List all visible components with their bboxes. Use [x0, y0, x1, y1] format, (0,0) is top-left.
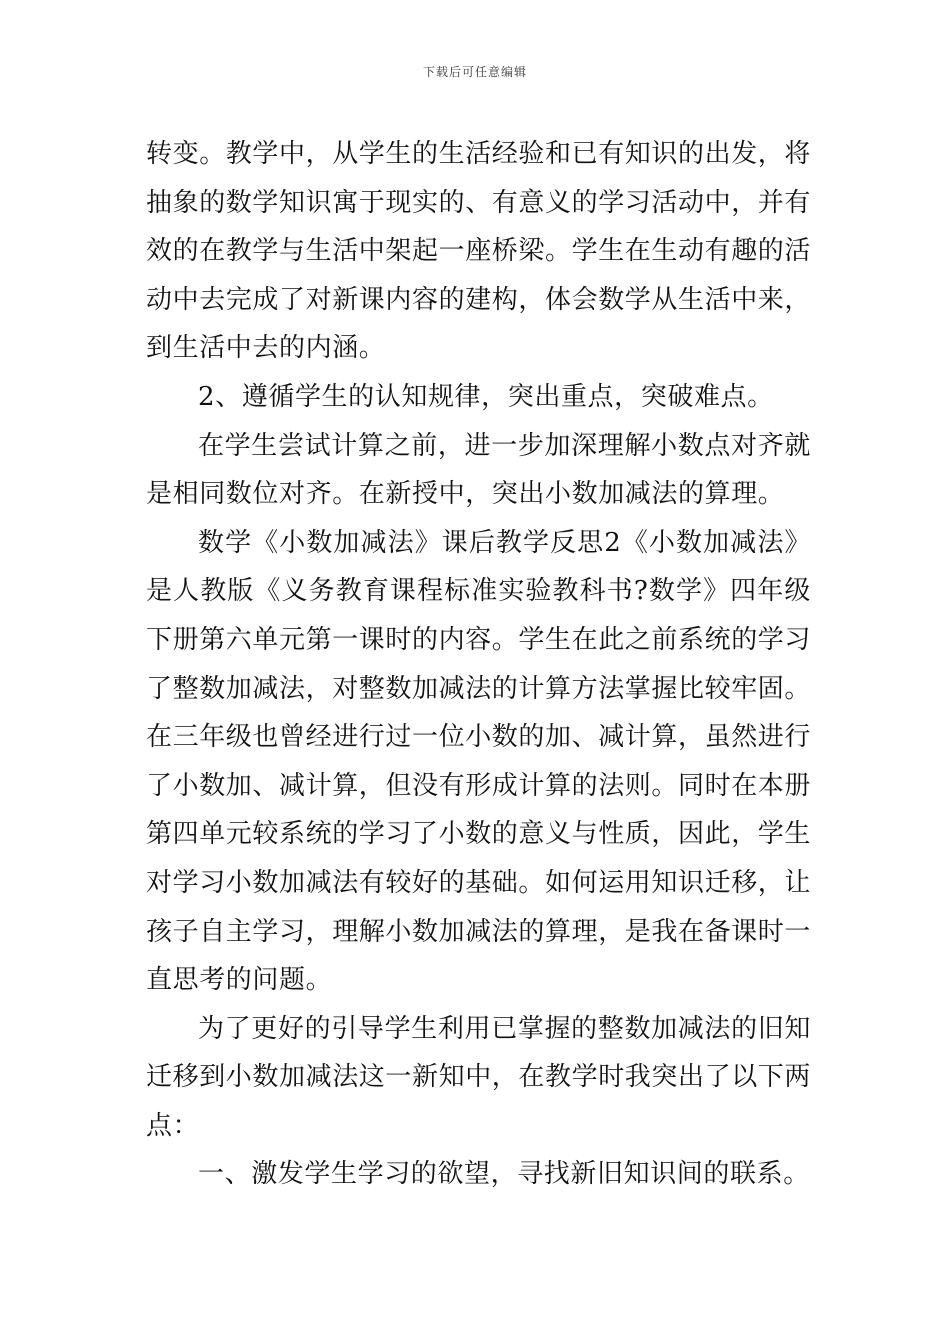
- document-body: [146, 130, 811, 1199]
- paragraph-guidance: 为了更好的引导学生利用已掌握的整数加减法的旧知迁移到小数加减法这一新知中，在教学时我突出了以下两点：: [146, 1013, 812, 1141]
- paragraph-continuation: 转变。教学中，从学生的生活经验和已有知识的出发，将抽象的数学知识寓于现实的、有意义的学习活动中，并有效的在教学与生活中架起一座桥梁。学生在生动有趣的活动中去完成了对新课内容的建构，体会数学从生活中来，到生活中去的内涵。: [146, 139, 812, 364]
- paragraph-point-one: 一、激发学生学习的欲望，寻找新旧知识间的联系。: [198, 1159, 810, 1190]
- paragraph-reflection-2: 数学《小数加减法》课后教学反思2《小数加减法》是人教版《义务教育课程标准实验教科书?数学》四年级下册第六单元第一课时的内容。学生在此之前系统的学习了整数加减法，对整数加减法的计算方法掌握比较牢固。在三年级也曾经进行过一位小数的加、减计算，虽然进行了小数加、减计算，但没有形成计算的法则。同时在本册第四单元较系统的学习了小数的意义与性质，因此，学生对学习小数加减法有较好的基础。如何运用知识迁移，让孩子自主学习，理解小数加减法的算理，是我在备课时一直思考的问题。: [146, 527, 812, 996]
- paragraph-before-calculation: 在学生尝试计算之前，进一步加深理解小数点对齐就是相同数位对齐。在新授中，突出小数加减法的算理。: [146, 430, 811, 510]
- page-header-note: 下载后可任意编辑: [422, 65, 527, 79]
- paragraph-point-2: 2、遵循学生的认知规律，突出重点，突破难点。: [198, 381, 774, 412]
